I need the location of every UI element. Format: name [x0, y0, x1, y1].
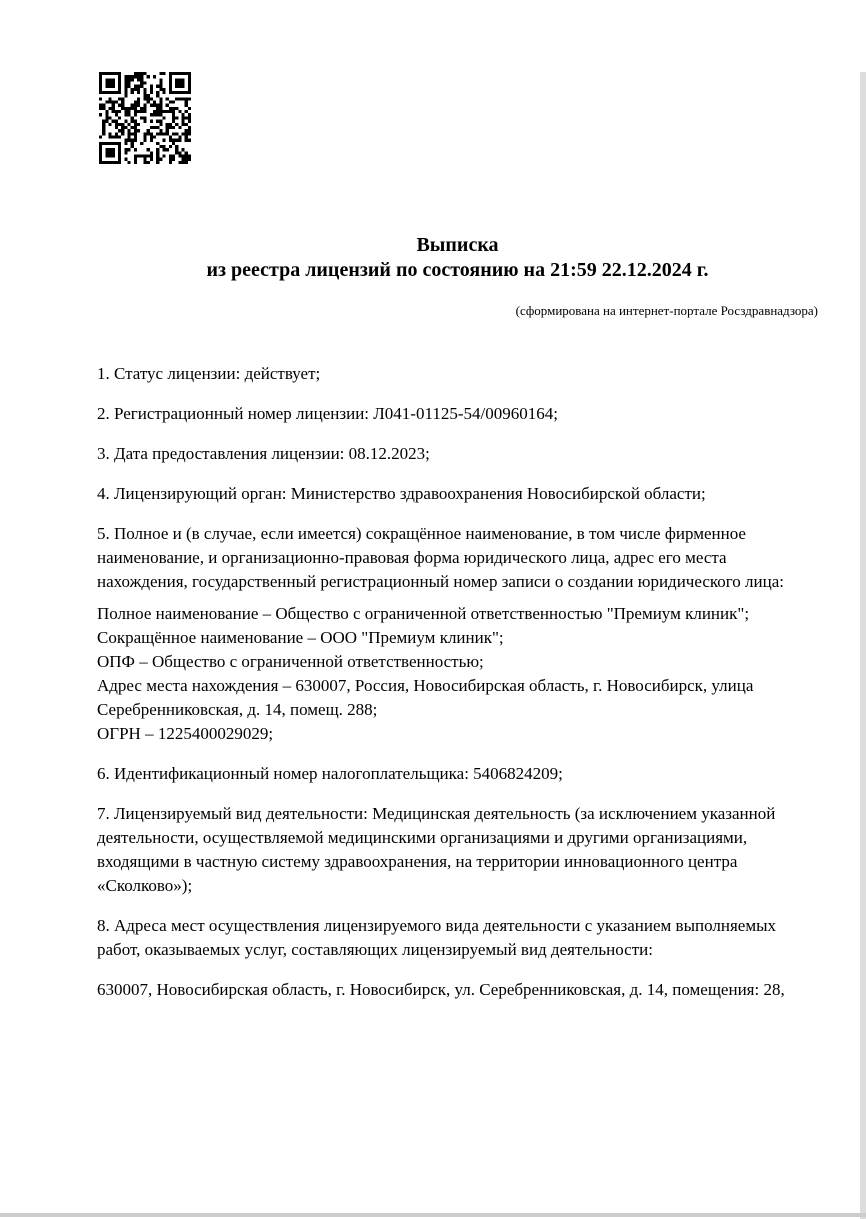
paragraph: 7. Лицензируемый вид деятельности: Медицинская деятельность (за исключением указанной деятельности, осуществляемой медицинскими организациями и другими организациями, входящими в частную систему здравоохранения, на территории инновационного центра «Сколково»); [97, 804, 776, 895]
document-subtitle: (сформирована на интернет-портале Росздравнадзора) [515, 303, 818, 318]
paragraph: 8. Адреса мест осуществления лицензируемого вида деятельности с указанием выполняемых работ, оказываемых услуг, составляющих лицензируемый вид деятельности: [97, 916, 776, 959]
paragraph: 630007, Новосибирская область, г. Новосибирск, ул. Серебренниковская, д. 14, помещения: 28, [97, 980, 785, 999]
paragraph: 4. Лицензирующий орган: Министерство здравоохранения Новосибирской области; [97, 484, 706, 503]
paragraph: 5. Полное и (в случае, если имеется) сокращённое наименование, в том числе фирменное наименование, и организационно-правовая форма юридического лица, адрес его места нахождения, государственный регистрационный номер записи о создании юридического лица: [97, 524, 785, 591]
document-page [0, 72, 866, 1219]
paragraph: 1. Статус лицензии: действует; [97, 364, 321, 383]
document-body [97, 362, 818, 1002]
title-line-1: Выписка [416, 234, 499, 256]
page-edge-right [860, 72, 866, 1219]
paragraph: 2. Регистрационный номер лицензии: Л041-01125-54/00960164; [97, 404, 558, 423]
document-title [97, 233, 818, 283]
title-line-2: из реестра лицензий по состоянию на 21:59 22.12.2024 г. [206, 259, 709, 281]
page-content [0, 72, 866, 1002]
paragraph: 3. Дата предоставления лицензии: 08.12.2023; [97, 444, 430, 463]
paragraph: 6. Идентификационный номер налогоплательщика: 5406824209; [97, 764, 563, 783]
qr-code [99, 72, 191, 164]
paragraph: Полное наименование – Общество с ограниченной ответственностью "Премиум клиник"; Сокращённое наименование – ООО "Премиум клиник"; ОПФ – Общество с ограниченной ответственностью; Адрес места нахождения – 630007, Россия, Новосибирская область, г. Новосибирск, улица Серебренниковская, д. 14, помещ. 288; ОГРН – 1225400029029; [97, 604, 754, 743]
page-edge-bottom [0, 1213, 866, 1217]
